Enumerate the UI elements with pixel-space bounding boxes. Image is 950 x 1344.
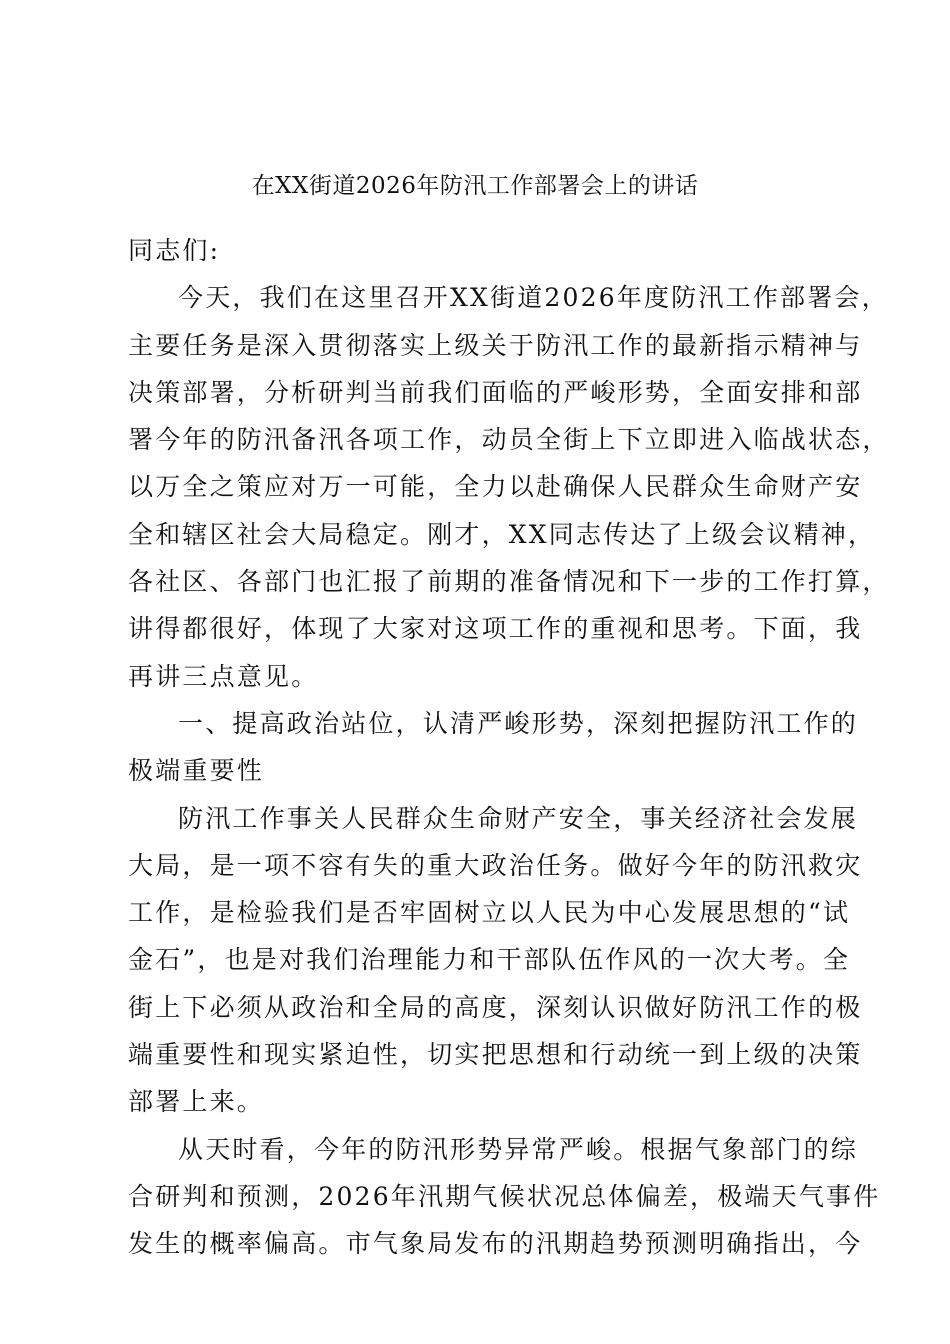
text-line: 大局，是一项不容有失的重大政治任务。做好今年的防汛救灾 bbox=[128, 850, 863, 880]
text-line: 署今年的防汛备汛各项工作，动员全街上下立即进入临战状态， bbox=[128, 425, 890, 455]
text-line: 发生的概率偏高。市气象局发布的汛期趋势预测明确指出，今 bbox=[128, 1229, 863, 1259]
text-line: 工作，是检验我们是否牢固树立以人民为中心发展思想的“试 bbox=[128, 898, 851, 928]
text-line: 街上下必须从政治和全局的高度，深刻认识做好防汛工作的极 bbox=[128, 992, 863, 1022]
document-body bbox=[128, 227, 890, 1268]
text-line: 各社区、各部门也汇报了前期的准备情况和下一步的工作打算， bbox=[128, 567, 890, 597]
text-line: 全和辖区社会大局稳定。刚才，XX同志传达了上级会议精神， bbox=[128, 519, 876, 549]
text-line: 决策部署，分析研判当前我们面临的严峻形势，全面安排和部 bbox=[128, 377, 863, 407]
text-line: 防汛工作事关人民群众生命财产安全，事关经济社会发展 bbox=[178, 803, 859, 833]
text-line: 以万全之策应对万一可能，全力以赴确保人民群众生命财产安 bbox=[128, 472, 863, 502]
text-line: 金石”，也是对我们治理能力和干部队伍作风的一次大考。全 bbox=[128, 945, 851, 975]
document-title: 在XX街道2026年防汛工作部署会上的讲话 bbox=[251, 173, 699, 199]
text-line: 同志们: bbox=[128, 236, 221, 265]
text-line: 主要任务是深入贯彻落实上级关于防汛工作的最新指示精神与 bbox=[128, 330, 863, 360]
text-line: 讲得都很好，体现了大家对这项工作的重视和思考。下面，我 bbox=[128, 614, 863, 644]
text-line: 从天时看，今年的防汛形势异常严峻。根据气象部门的综 bbox=[178, 1134, 859, 1164]
text-line: 合研判和预测，2026年汛期气候状况总体偏差，极端天气事件 bbox=[128, 1181, 881, 1211]
text-line: 端重要性和现实紧迫性，切实把思想和行动统一到上级的决策 bbox=[128, 1040, 863, 1070]
section-heading-line: 一、提高政治站位，认清严峻形势，深刻把握防汛工作的 bbox=[178, 708, 859, 738]
text-line: 再讲三点意见。 bbox=[128, 661, 319, 691]
text-line: 今天，我们在这里召开XX街道2026年度防汛工作部署会， bbox=[178, 283, 889, 313]
section-heading-line: 极端重要性 bbox=[128, 756, 265, 786]
text-line: 部署上来。 bbox=[128, 1087, 265, 1117]
